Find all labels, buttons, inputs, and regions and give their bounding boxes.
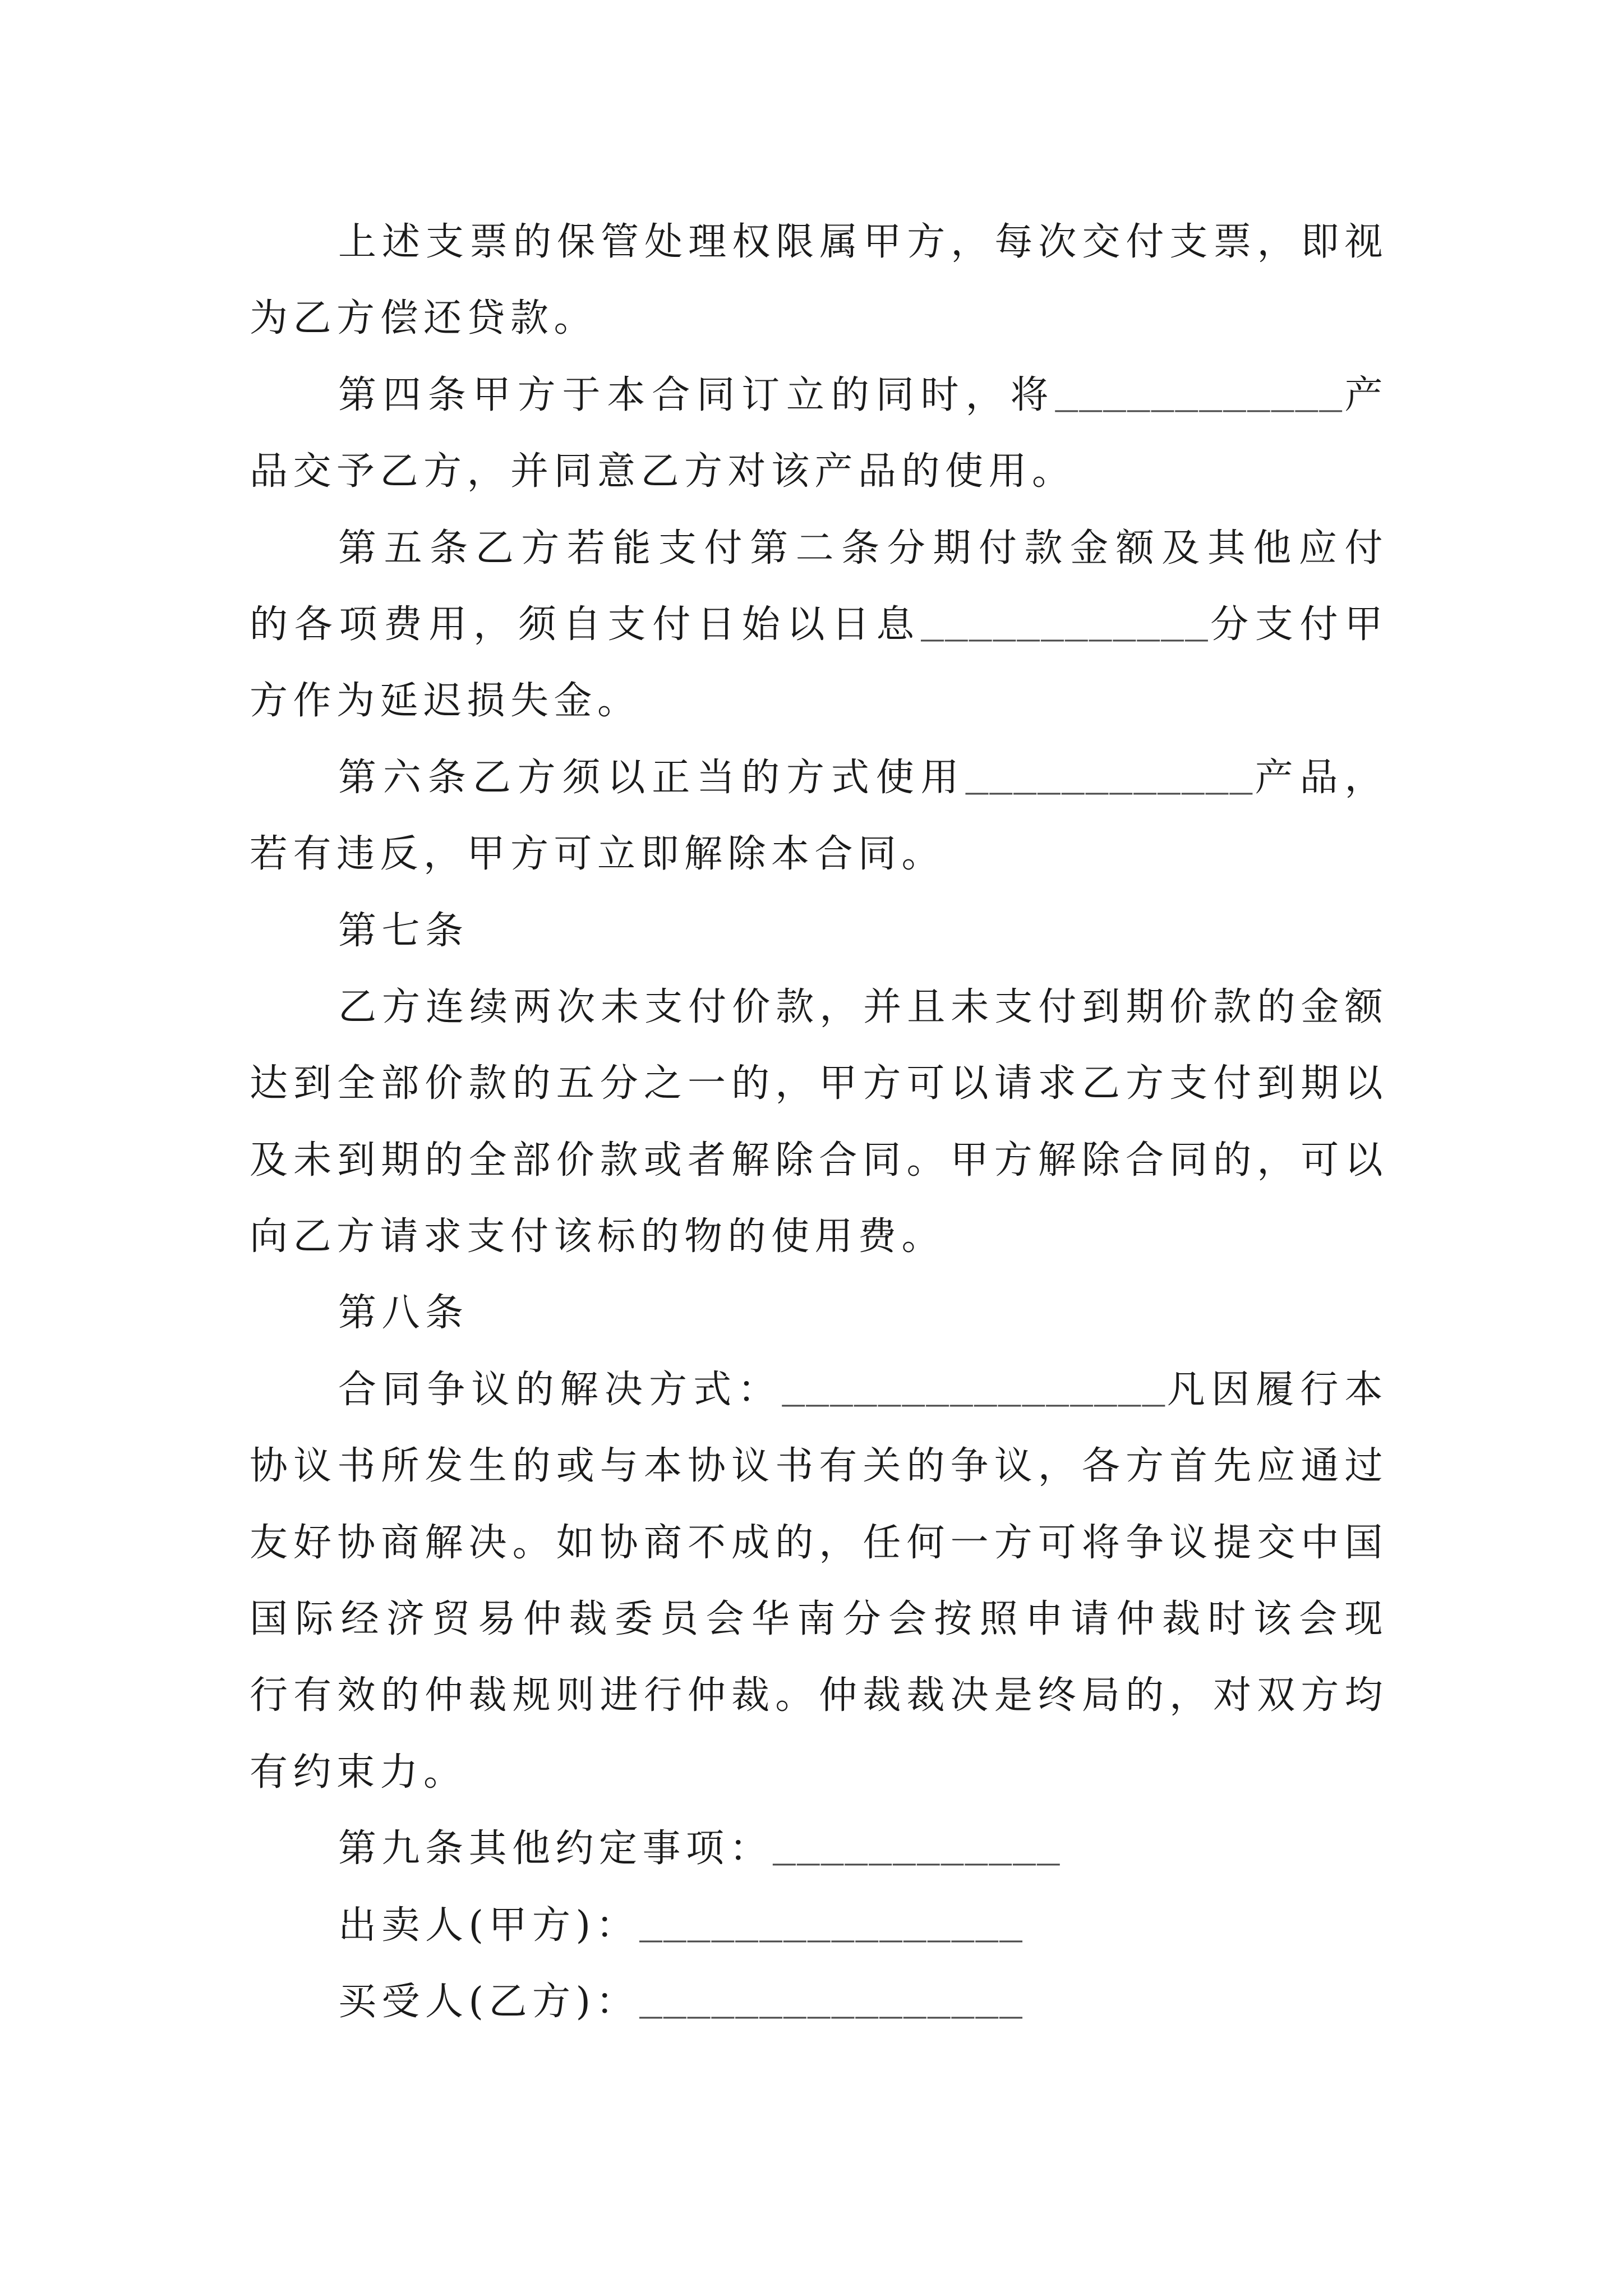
- text-segment: 友好协商解决。如协商不成的，任何一方可将争议提交中国: [250, 1520, 1388, 1565]
- text-segment: 品交予乙方，并同意乙方对该产品的使用。: [250, 449, 1076, 494]
- text-segment: 出卖人(甲方)：: [338, 1903, 640, 1948]
- text-line: [250, 969, 1388, 1046]
- text-line: [250, 1964, 1388, 2040]
- text-segment: 向乙方请求支付该标的物的使用费。: [250, 1214, 946, 1259]
- paragraph: [250, 893, 1388, 969]
- text-line: [250, 510, 1388, 587]
- blank-field: ________________: [639, 1906, 1023, 1950]
- text-segment: 有约束力。: [250, 1750, 467, 1795]
- text-line: [250, 740, 1388, 816]
- text-segment: 第九条其他约定事项：: [338, 1826, 773, 1871]
- text-segment: 上述支票的保管处理权限属甲方，每次交付支票，即视: [338, 220, 1388, 264]
- text-line: [250, 1122, 1388, 1199]
- text-segment: 第四条甲方于本合同订立的同时，将: [338, 372, 1055, 417]
- paragraph: [250, 357, 1388, 510]
- text-segment: 及未到期的全部价款或者解除合同。甲方解除合同的，可以: [250, 1138, 1388, 1182]
- text-segment: 为乙方偿还贷款。: [250, 296, 598, 341]
- blank-field: ____________: [1055, 376, 1344, 420]
- blank-field: ________________: [639, 1982, 1023, 2026]
- paragraph: [250, 1964, 1388, 2040]
- text-segment: 乙方连续两次未支付价款，并且未支付到期价款的金额: [338, 984, 1388, 1029]
- paragraph: [250, 510, 1388, 740]
- text-line: [250, 280, 1388, 357]
- text-line: [250, 1352, 1388, 1428]
- text-line: [250, 1428, 1388, 1504]
- paragraph: [250, 1888, 1388, 1964]
- text-line: [250, 357, 1388, 434]
- text-line: [250, 1275, 1388, 1351]
- blank-field: ____________: [921, 605, 1209, 649]
- text-line: [250, 204, 1388, 280]
- text-line: [250, 587, 1388, 663]
- text-segment: 凡因履行本: [1166, 1367, 1388, 1412]
- text-line: [250, 1888, 1388, 1964]
- text-line: [250, 434, 1388, 510]
- text-segment: 国际经济贸易仲裁委员会华南分会按照申请仲裁时该会现: [250, 1597, 1388, 1642]
- text-line: [250, 1199, 1388, 1275]
- text-line: [250, 816, 1388, 892]
- paragraph: [250, 969, 1388, 1276]
- text-line: [250, 893, 1388, 969]
- text-line: [250, 1581, 1388, 1658]
- text-segment: 买受人(乙方)：: [338, 1979, 640, 2024]
- text-line: [250, 1811, 1388, 1887]
- paragraph: [250, 204, 1388, 357]
- text-segment: 若有违反，甲方可立即解除本合同。: [250, 832, 946, 877]
- text-line: [250, 1734, 1388, 1811]
- text-line: [250, 1658, 1388, 1734]
- text-segment: 第七条: [338, 908, 469, 953]
- text-segment: 达到全部价款的五分之一的，甲方可以请求乙方支付到期以: [250, 1061, 1388, 1106]
- text-segment: 第六条乙方须以正当的方式使用: [338, 755, 966, 800]
- paragraph: [250, 1352, 1388, 1811]
- text-segment: 合同争议的解决方式：: [338, 1367, 782, 1412]
- text-line: [250, 1046, 1388, 1122]
- blank-field: ____________: [965, 758, 1254, 802]
- paragraph: [250, 740, 1388, 893]
- text-segment: 产: [1343, 372, 1388, 417]
- text-segment: 分支付甲: [1209, 602, 1388, 647]
- paragraph: [250, 1275, 1388, 1351]
- text-segment: 协议书所发生的或与本协议书有关的争议，各方首先应通过: [250, 1444, 1388, 1489]
- document-body: [250, 204, 1388, 2040]
- text-segment: 产品，: [1253, 755, 1388, 800]
- text-segment: 的各项费用，须自支付日始以日息: [250, 602, 921, 647]
- text-line: [250, 1505, 1388, 1581]
- blank-field: ________________: [782, 1370, 1166, 1414]
- text-line: [250, 663, 1388, 739]
- text-segment: 第八条: [338, 1291, 469, 1336]
- text-segment: 行有效的仲裁规则进行仲裁。仲裁裁决是终局的，对双方均: [250, 1673, 1388, 1718]
- text-segment: 方作为延迟损失金。: [250, 679, 641, 724]
- text-segment: 第五条乙方若能支付第二条分期付款金额及其他应付: [338, 526, 1388, 570]
- paragraph: [250, 1811, 1388, 1887]
- blank-field: ____________: [773, 1830, 1061, 1874]
